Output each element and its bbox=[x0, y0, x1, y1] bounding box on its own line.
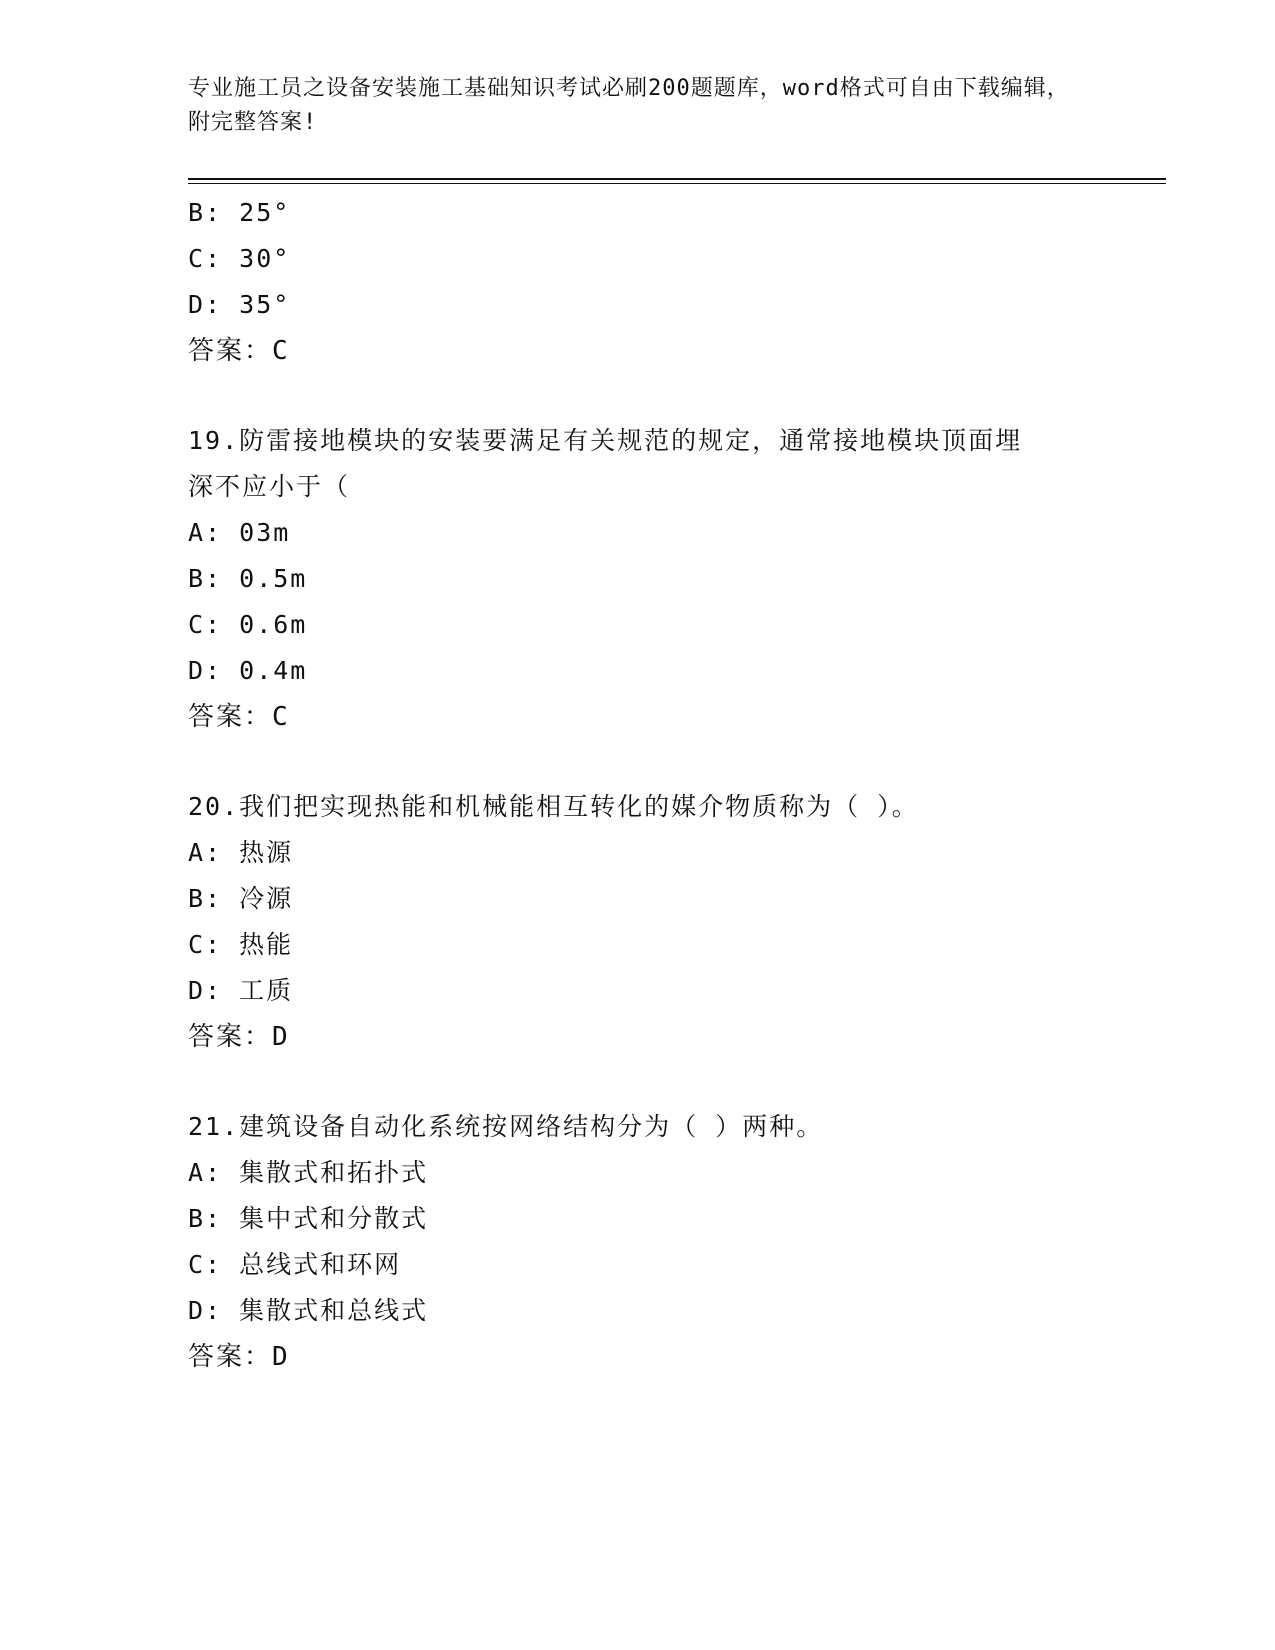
option-a: A: 集散式和拓扑式 bbox=[188, 1158, 429, 1187]
option-c: C: 30° bbox=[188, 244, 291, 273]
option-a: A: 03m bbox=[188, 518, 291, 547]
answer: 答案：C bbox=[188, 702, 290, 732]
spacer bbox=[188, 1060, 1088, 1104]
option-d: D: 35° bbox=[188, 290, 291, 319]
question-stem: 19.防雷接地模块的安装要满足有关规范的规定，通常接地模块顶面埋深不应小于（ bbox=[188, 426, 1023, 501]
header-divider bbox=[188, 178, 1166, 184]
question-20 bbox=[188, 784, 1088, 1060]
option-b: B: 冷源 bbox=[188, 884, 294, 913]
option-c: C: 热能 bbox=[188, 930, 294, 959]
option-b: B: 0.5m bbox=[188, 564, 308, 593]
question-stem: 20.我们把实现热能和机械能相互转化的媒介物质称为（ ）。 bbox=[188, 792, 919, 821]
spacer bbox=[188, 740, 1088, 784]
option-a: A: 热源 bbox=[188, 838, 294, 867]
option-c: C: 0.6m bbox=[188, 610, 308, 639]
option-b: B: 25° bbox=[188, 198, 291, 227]
answer: 答案：C bbox=[188, 336, 290, 366]
option-d: D: 集散式和总线式 bbox=[188, 1296, 429, 1325]
answer: 答案：D bbox=[188, 1022, 290, 1052]
question-list bbox=[188, 190, 1088, 1380]
document-header bbox=[188, 72, 1088, 140]
option-c: C: 总线式和环网 bbox=[188, 1250, 402, 1279]
option-d: D: 工质 bbox=[188, 976, 294, 1005]
answer: 答案：D bbox=[188, 1342, 290, 1372]
option-d: D: 0.4m bbox=[188, 656, 308, 685]
question-19 bbox=[188, 418, 1088, 740]
header-title: 专业施工员之设备安装施工基础知识考试必刷200题题库，word格式可自由下载编辑，附完整答案! bbox=[188, 76, 1070, 135]
spacer bbox=[188, 374, 1088, 418]
option-b: B: 集中式和分散式 bbox=[188, 1204, 429, 1233]
question-18-continued bbox=[188, 190, 1088, 374]
question-stem: 21.建筑设备自动化系统按网络结构分为（ ）两种。 bbox=[188, 1112, 824, 1141]
question-21 bbox=[188, 1104, 1088, 1380]
